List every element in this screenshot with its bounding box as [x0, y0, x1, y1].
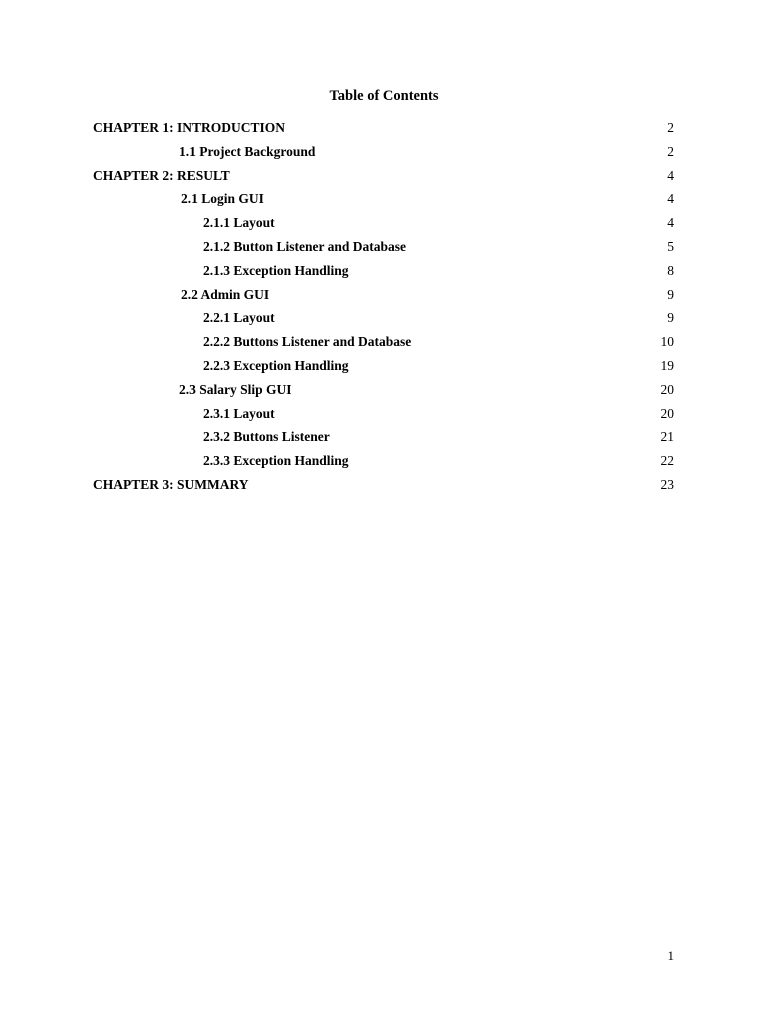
toc-entry-page: 4: [667, 167, 674, 183]
toc-entry-2-3-3[interactable]: [0, 452, 768, 476]
toc-entry-label: CHAPTER 1: INTRODUCTION: [93, 120, 286, 135]
toc-entry-label: 2.1.1 Layout: [203, 215, 275, 231]
toc-entry-2-2-3[interactable]: [0, 357, 768, 381]
toc-entry-2-3[interactable]: [0, 381, 768, 405]
toc-entry-2-2-1[interactable]: [0, 309, 768, 333]
toc-entry-label: 2.3 Salary Slip GUI: [179, 381, 292, 397]
toc-entry-page: 10: [660, 334, 674, 350]
page-number: 1: [667, 948, 674, 963]
toc-entry-2-3-2[interactable]: [0, 428, 768, 452]
toc-entry-page: 9: [667, 310, 674, 326]
toc-entry-page: 23: [660, 476, 674, 492]
toc-entry-label: 1.1 Project Background: [179, 143, 316, 159]
toc-entry-page: 20: [660, 405, 674, 421]
toc-entry-label: CHAPTER 2: RESULT: [93, 167, 230, 183]
toc-entry-label: 2.3.2 Buttons Listener: [203, 429, 330, 445]
toc-entry-page: 9: [667, 286, 674, 302]
toc-entry-chapter-2[interactable]: [0, 167, 768, 191]
toc-title: Table of Contents: [329, 88, 439, 104]
toc-entry-2-1-2[interactable]: [0, 238, 768, 262]
toc-entry-label: 2.1.3 Exception Handling: [203, 262, 349, 278]
toc-entry-2-3-1[interactable]: [0, 405, 768, 429]
toc-entry-page: 22: [660, 453, 674, 469]
toc-entry-2-1[interactable]: [0, 190, 768, 214]
toc-entry-label: 2.2 Admin GUI: [181, 286, 270, 302]
toc-entry-label: 2.2.1 Layout: [203, 310, 275, 326]
toc-entry-label: 2.2.2 Buttons Listener and Database: [203, 334, 412, 350]
toc-entry-page: 8: [667, 262, 674, 278]
toc-entry-page: 2: [667, 120, 674, 135]
toc-entry-page: 5: [667, 238, 674, 254]
toc-entry-page: 19: [660, 357, 674, 373]
toc-entry-label: 2.1.2 Button Listener and Database: [203, 238, 407, 254]
toc-list: [0, 119, 768, 500]
toc-entry-chapter-3[interactable]: [0, 476, 768, 500]
toc-entry-page: 20: [660, 381, 674, 397]
toc-entry-2-1-3[interactable]: [0, 262, 768, 286]
toc-entry-label: CHAPTER 3: SUMMARY: [93, 476, 249, 492]
toc-entry-label: 2.3.1 Layout: [203, 405, 275, 421]
toc-entry-label: 2.2.3 Exception Handling: [203, 357, 349, 373]
toc-entry-label: 2.1 Login GUI: [181, 191, 264, 207]
toc-entry-page: 4: [667, 215, 674, 231]
toc-entry-1-1[interactable]: [0, 143, 768, 167]
toc-entry-2-1-1[interactable]: [0, 214, 768, 238]
toc-entry-2-2-2[interactable]: [0, 333, 768, 357]
toc-entry-2-2[interactable]: [0, 286, 768, 310]
toc-entry-chapter-1[interactable]: [0, 119, 768, 143]
toc-entry-page: 2: [667, 143, 674, 159]
toc-entry-page: 21: [660, 429, 674, 445]
toc-entry-page: 4: [667, 191, 674, 207]
toc-entry-label: 2.3.3 Exception Handling: [203, 453, 349, 469]
